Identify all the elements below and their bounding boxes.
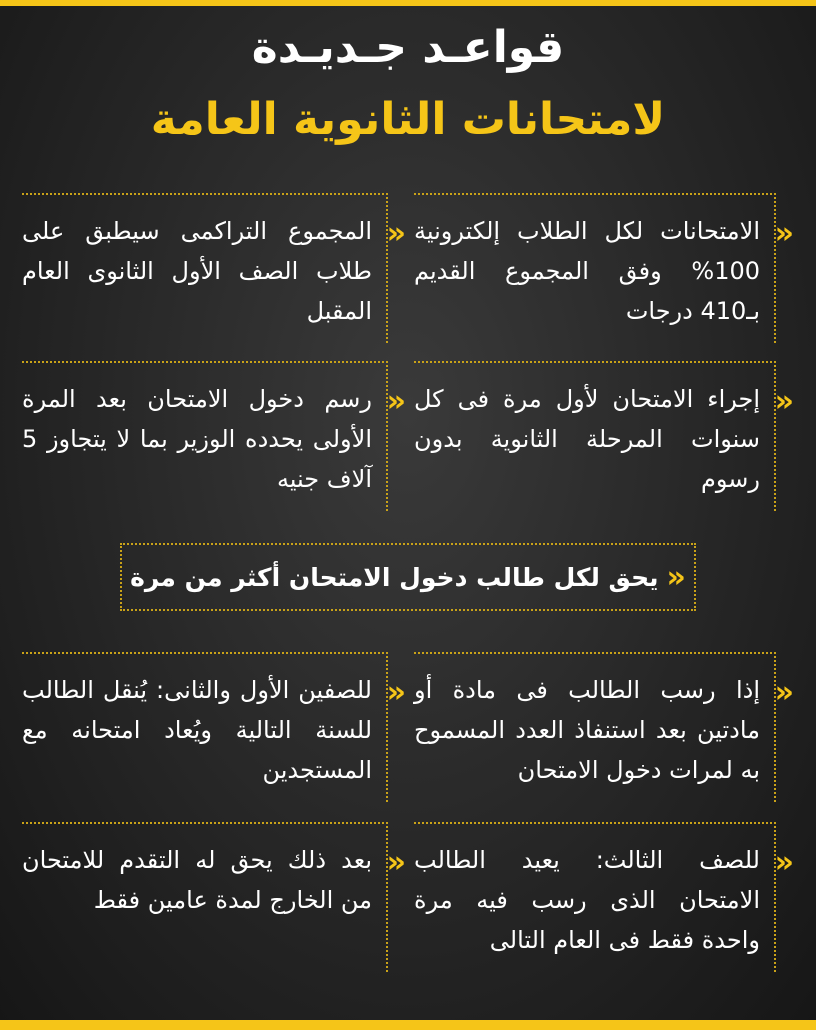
- center-banner: [120, 543, 696, 611]
- chevron-icon: «: [774, 216, 794, 251]
- chevron-icon: «: [386, 384, 406, 419]
- chevron-icon: «: [386, 845, 406, 880]
- chevron-icon: «: [774, 384, 794, 419]
- subheadline: لامتحانات الثانوية العامة: [150, 94, 666, 145]
- rule-block-8: [22, 822, 406, 972]
- rule-text: الامتحانات لكل الطلاب إلكترونية 100% وفق المجموع القديم بـ410 درجات: [414, 217, 760, 325]
- rule-block-1: [414, 193, 794, 343]
- rule-text: رسم دخول الامتحان بعد المرة الأولى يحدده الوزير بما لا يتجاوز 5 آلاف جنيه: [22, 385, 372, 493]
- rule-text: للصف الثالث: يعيد الطالب الامتحان الذى رسب فيه مرة واحدة فقط فى العام التالى: [414, 846, 760, 954]
- chevron-icon: «: [386, 675, 406, 710]
- rule-block-5: [414, 652, 794, 802]
- rule-block-2: [22, 193, 406, 343]
- rule-text: المجموع التراكمى سيطبق على طلاب الصف الأول الثانوى العام المقبل: [22, 217, 372, 325]
- bottom-accent-bar: [0, 1020, 816, 1030]
- rule-text: إجراء الامتحان لأول مرة فى كل سنوات المرحلة الثانوية بدون رسوم: [414, 385, 760, 493]
- rule-text: بعد ذلك يحق له التقدم للامتحان من الخارج لمدة عامين فقط: [22, 846, 372, 914]
- top-accent-bar: [0, 0, 816, 6]
- center-banner-text: يحق لكل طالب دخول الامتحان أكثر من مرة: [130, 562, 659, 592]
- rule-block-3: [414, 361, 794, 511]
- chevron-icon: «: [666, 559, 686, 595]
- chevron-icon: «: [774, 845, 794, 880]
- chevron-icon: «: [774, 675, 794, 710]
- rule-block-6: [22, 652, 406, 802]
- chevron-icon: «: [386, 216, 406, 251]
- headline: قواعـد جـديـدة: [251, 22, 565, 73]
- rule-text: إذا رسب الطالب فى مادة أو مادتين بعد استنفاذ العدد المسموح به لمرات دخول الامتحان: [414, 676, 760, 784]
- rule-block-7: [414, 822, 794, 972]
- rule-block-4: [22, 361, 406, 511]
- rule-text: للصفين الأول والثانى: يُنقل الطالب للسنة التالية ويُعاد امتحانه مع المستجدين: [22, 676, 372, 784]
